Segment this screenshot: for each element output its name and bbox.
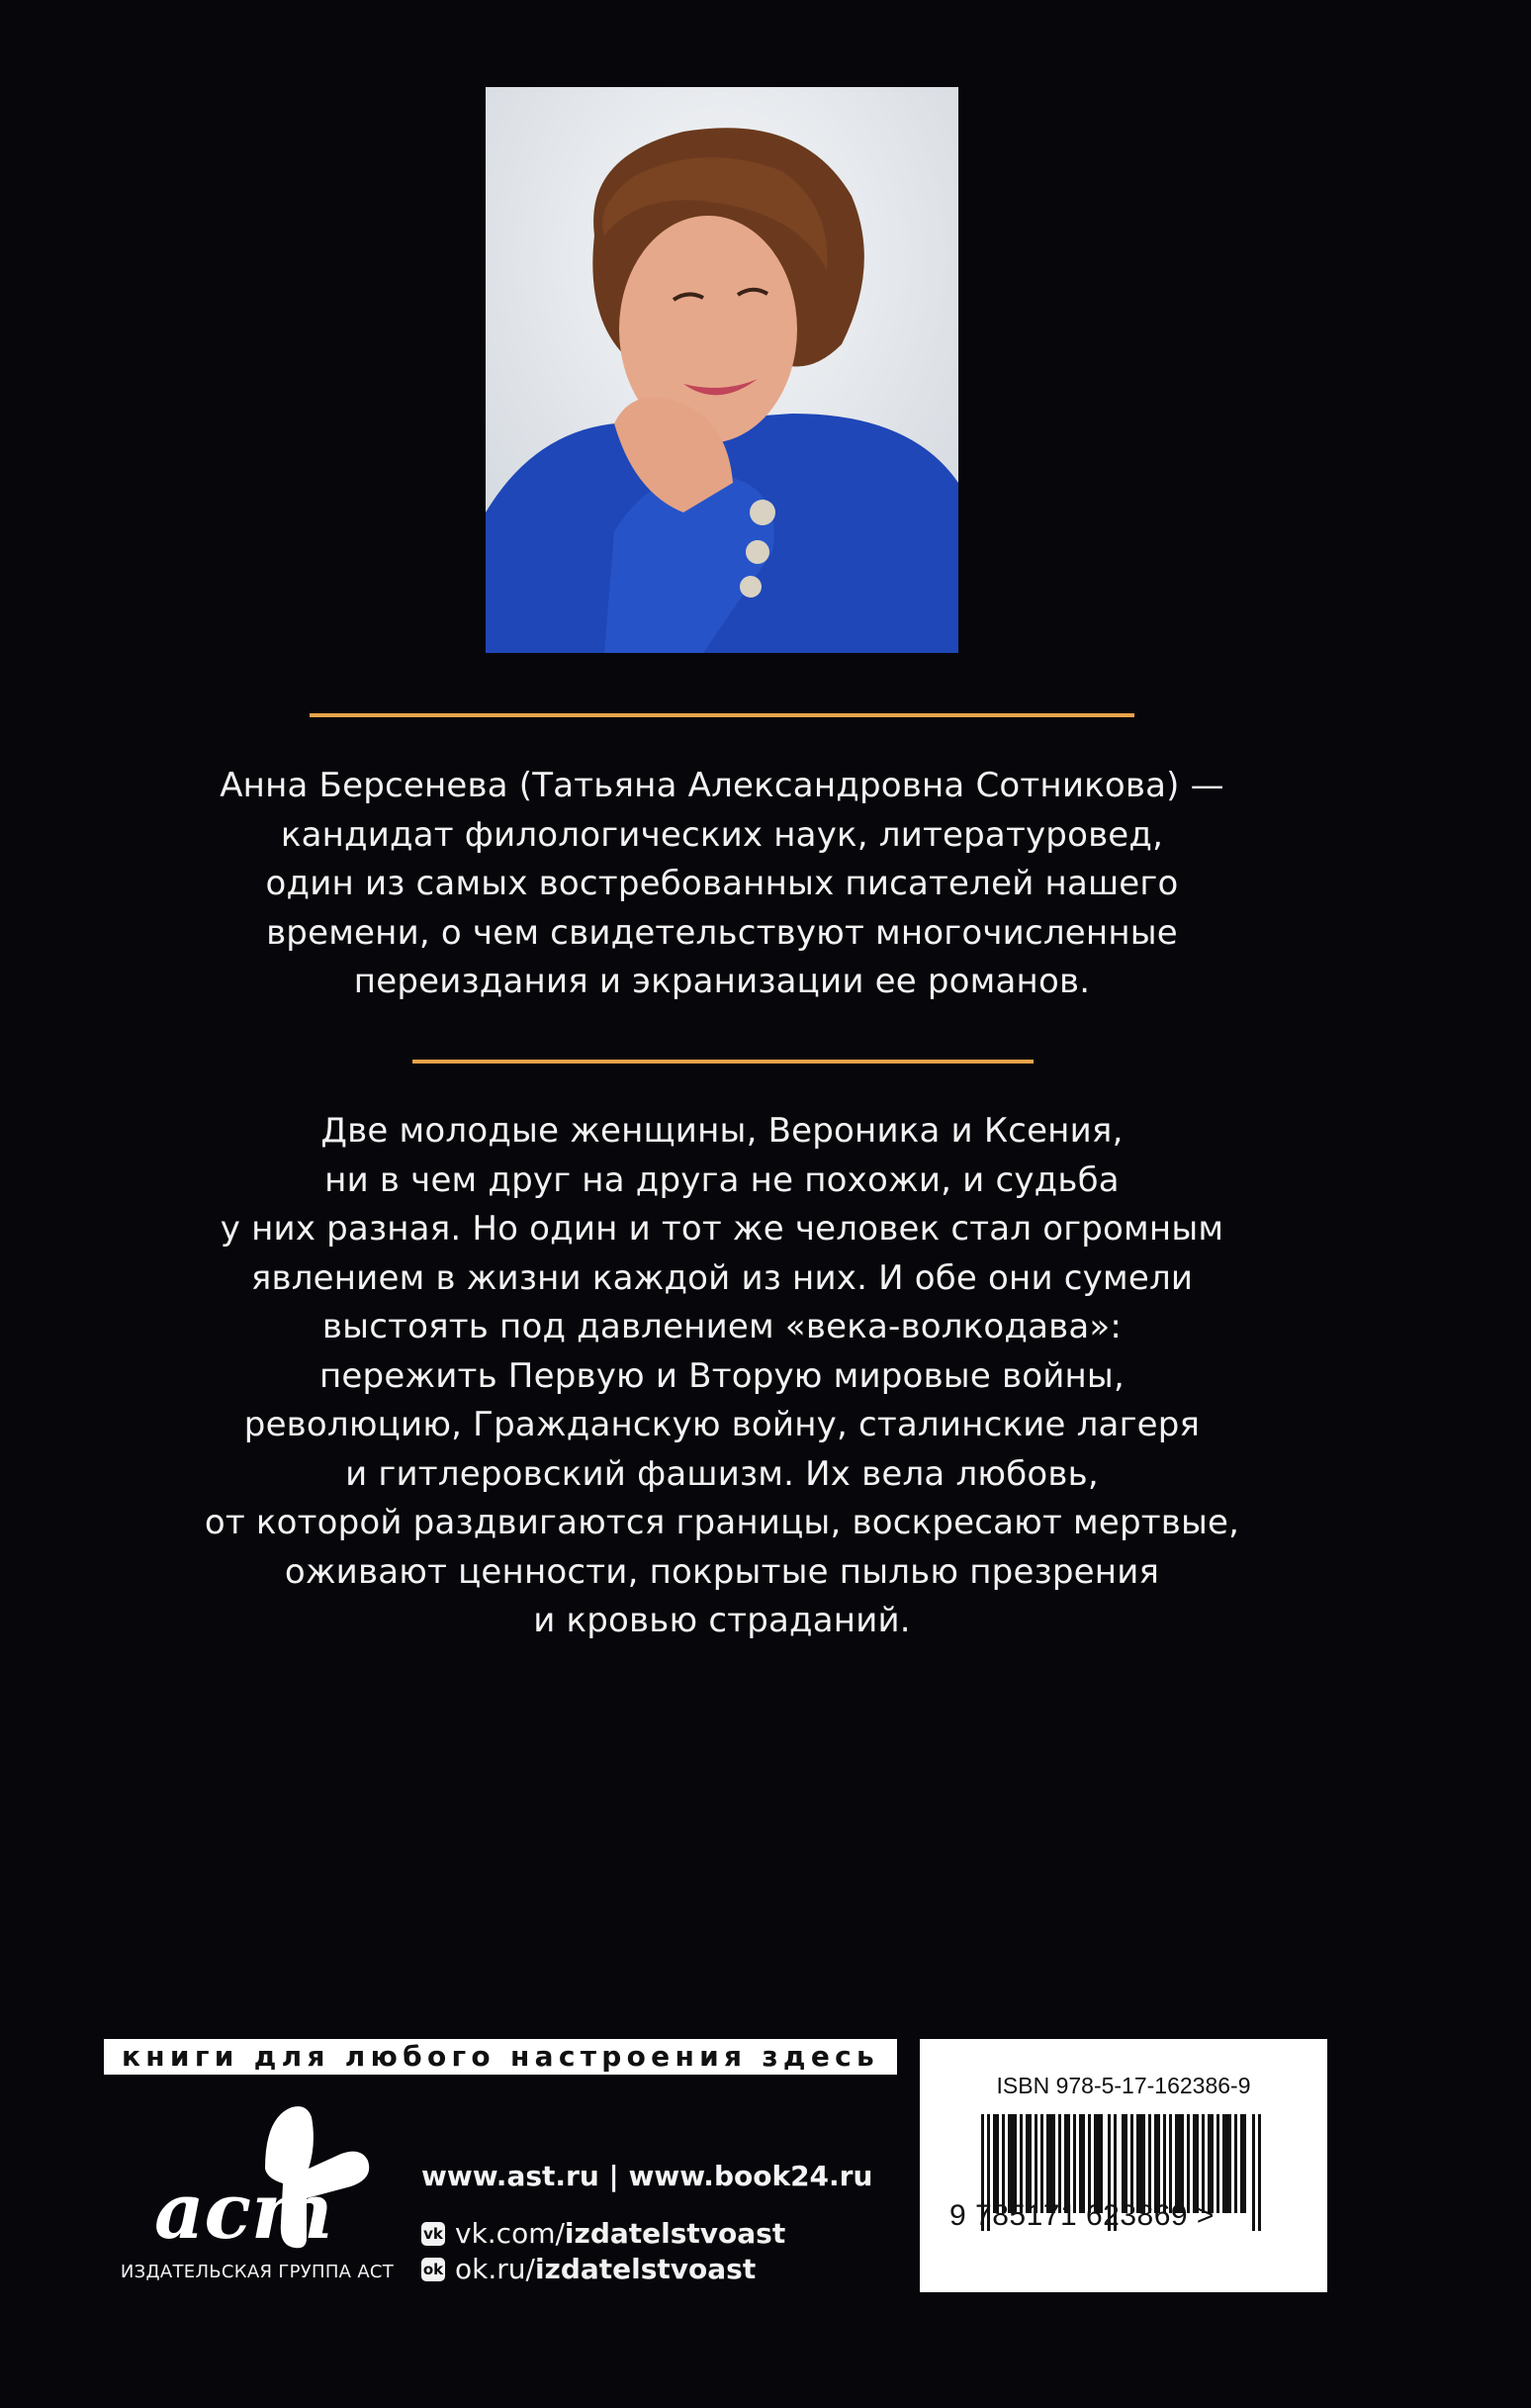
annotation-line: и кровью страданий. [533, 1601, 911, 1640]
orange-divider-middle [412, 1060, 1034, 1064]
ok-link[interactable] [421, 2253, 756, 2285]
publisher-name: ИЗДАТЕЛЬСКАЯ ГРУППА АСТ [120, 2262, 395, 2282]
annotation-line: у них разная. Но один и тот же человек стал огромным [220, 1209, 1224, 1249]
ast-logo-text: аст [154, 2167, 333, 2253]
vk-link[interactable] [421, 2217, 785, 2250]
annotation-line: пережить Первую и Вторую мировые войны, [318, 1355, 1125, 1396]
ok-prefix: ok.ru/ [455, 2253, 535, 2285]
author-bio-line: Анна Берсенева (Татьяна Александровна Сотникова) — [220, 766, 1224, 805]
book-annotation [129, 1107, 1315, 1646]
annotation-line: выстоять под давлением «века-волкодава»: [321, 1307, 1123, 1346]
annotation-line: оживают ценности, покрытые пылью презрения [284, 1551, 1160, 1592]
author-bio-line: один из самых востребованных писателей нашего [265, 864, 1179, 903]
annotation-line: ни в чем друг на друга не похожи, и судьба [324, 1159, 1120, 1200]
isbn-barcode [920, 2039, 1327, 2292]
ok-icon: ok [421, 2258, 445, 2281]
annotation-line: явлением в жизни каждой из них. И обе они сумели [250, 1257, 1194, 1298]
vk-handle: izdatelstvoast [564, 2217, 786, 2250]
isbn-number: ISBN 978-5-17-162386-9 [996, 2073, 1251, 2098]
author-bio-line: переиздания и экранизации ее романов. [353, 962, 1091, 1001]
author-portrait-illustration [486, 87, 958, 653]
orange-divider-top [310, 713, 1134, 717]
ok-handle: izdatelstvoast [534, 2253, 757, 2285]
publisher-websites[interactable]: www.ast.ru | www.book24.ru [421, 2160, 873, 2192]
author-bio-line: кандидат филологических наук, литературовед, [280, 814, 1164, 855]
annotation-line: Две молодые женщины, Вероника и Ксения, [320, 1111, 1124, 1151]
author-bio-line: времени, о чем свидетельствуют многочисленные [266, 912, 1178, 953]
ast-logo-mark [148, 2099, 376, 2253]
vk-prefix: vk.com/ [455, 2217, 565, 2250]
author-bio [129, 762, 1315, 1007]
tagline-banner: книги для любого настроения здесь [104, 2039, 897, 2075]
annotation-line: от которой раздвигаются границы, воскресают мертвые, [204, 1503, 1240, 1542]
author-photo [486, 87, 958, 653]
ast-logo [148, 2099, 376, 2253]
annotation-line: и гитлеровский фашизм. Их вела любовь, [345, 1453, 1099, 1494]
annotation-line: революцию, Гражданскую войну, сталинские лагеря [243, 1405, 1201, 1444]
vk-icon: vk [421, 2222, 445, 2246]
barcode-digits: 9 785171 623869 > [949, 2199, 1215, 2232]
